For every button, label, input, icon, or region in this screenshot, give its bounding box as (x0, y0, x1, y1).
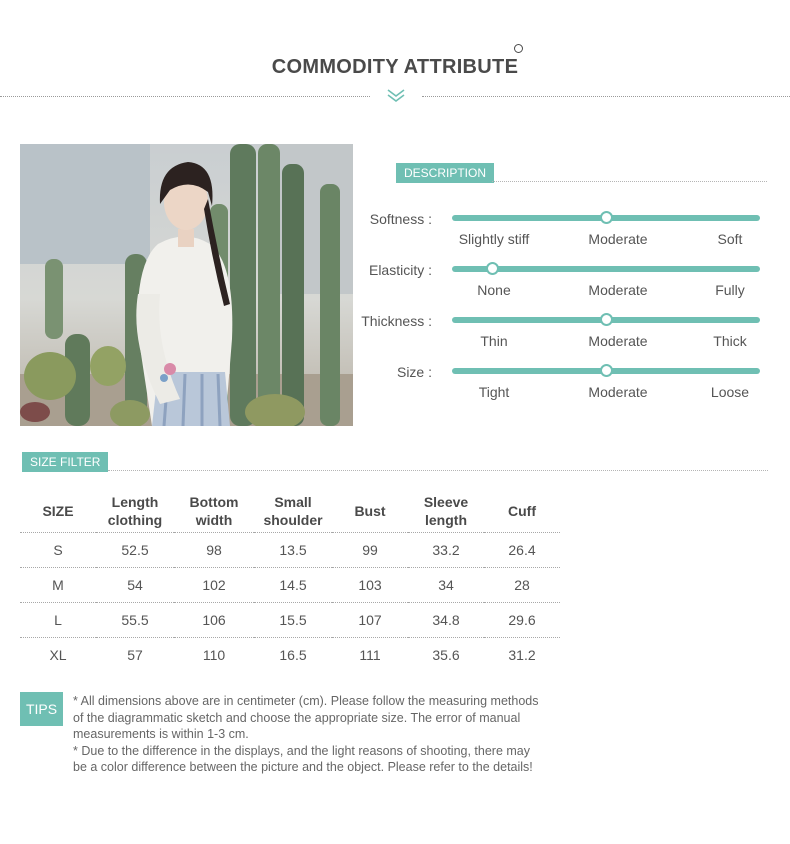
attribute-slider-track (452, 215, 760, 221)
attribute-option: Loose (710, 384, 750, 400)
attribute-slider-track (452, 368, 760, 374)
tips-line: of the diagrammatic sketch and choose the appropriate size. The error of manual (73, 710, 521, 725)
measurement-cell: 15.5 (254, 602, 332, 637)
column-header (332, 490, 408, 532)
table-row (20, 637, 560, 672)
attribute-option: Tight (478, 384, 510, 400)
table-row (20, 602, 560, 637)
attribute-label: Thickness : (361, 313, 432, 329)
column-header-line: width (195, 511, 233, 528)
attribute-option: Moderate (588, 282, 648, 298)
measurement-cell: 13.5 (254, 532, 332, 567)
column-header-line: length (425, 511, 467, 528)
size-cell: XL (49, 646, 67, 663)
measurement-cell: 102 (174, 567, 254, 602)
table-row (20, 567, 560, 602)
measurement-cell: 98 (174, 532, 254, 567)
column-header-line: Length (111, 493, 159, 510)
attribute-slider-knob (600, 313, 613, 326)
column-header-line: clothing (107, 511, 163, 528)
measurement-cell: 26.4 (484, 532, 560, 567)
measurement-cell: 34 (408, 567, 484, 602)
measurement-cell: 34.8 (408, 602, 484, 637)
attribute-option: Moderate (588, 231, 648, 247)
attribute-slider-knob (600, 364, 613, 377)
measurement-cell: 31.2 (508, 646, 536, 663)
size-table (20, 490, 560, 672)
measurement-cell: 54 (96, 567, 174, 602)
column-header-line: Bust (354, 502, 386, 519)
title-circle-ornament (514, 44, 523, 53)
column-header (408, 490, 484, 532)
attribute-option: Fully (715, 282, 745, 298)
attribute-option: Thin (480, 333, 508, 349)
attribute-option: Moderate (588, 384, 648, 400)
attribute-option: Thick (713, 333, 747, 349)
size-cell: L (20, 602, 96, 637)
tips-text (73, 693, 613, 776)
column-header-line: shoulder (263, 511, 323, 528)
measurement-cell: 29.6 (484, 602, 560, 637)
column-header (96, 490, 174, 532)
tips-line: * All dimensions above are in centimeter (cm). Please follow the measuring methods (73, 694, 539, 708)
size-filter-tag: SIZE FILTER (22, 452, 108, 472)
header-divider-left (0, 96, 370, 97)
attribute-option: Slightly stiff (458, 231, 530, 247)
attribute-slider-track (452, 317, 760, 323)
measurement-cell: 106 (174, 602, 254, 637)
measurement-cell: 33.2 (408, 532, 484, 567)
attribute-option: None (477, 282, 511, 298)
column-header (484, 490, 560, 532)
column-header-line: Cuff (508, 502, 536, 519)
size-cell: S (20, 532, 96, 567)
measurement-cell: 16.5 (279, 646, 307, 663)
tips-line: be a color difference between the picture and the object. Please refer to the details! (73, 760, 533, 774)
attribute-slider-knob (486, 262, 499, 275)
size-filter-divider (108, 470, 768, 471)
measurement-cell: 107 (332, 602, 408, 637)
column-header-line: Sleeve (423, 493, 469, 510)
table-row (20, 532, 560, 567)
tips-line: measurements is within 1-3 cm. (73, 727, 249, 741)
attribute-slider-track (452, 266, 760, 272)
measurement-cell: 103 (332, 567, 408, 602)
description-tag: DESCRIPTION (396, 163, 494, 183)
attribute-option: Moderate (588, 333, 648, 349)
attribute-slider-knob (600, 211, 613, 224)
measurement-cell: 57 (127, 646, 143, 663)
column-header (20, 490, 96, 532)
size-table-header (20, 490, 560, 532)
measurement-cell: 110 (202, 646, 226, 663)
measurement-cell: 35.6 (432, 646, 460, 663)
product-photo (20, 144, 353, 426)
tips-tag: TIPS (20, 692, 63, 726)
column-header (174, 490, 254, 532)
description-divider (492, 181, 767, 182)
attribute-option: Soft (717, 231, 743, 247)
measurement-cell: 111 (359, 646, 381, 663)
tips-line: * Due to the difference in the displays, and the light reasons of shooting, there may (73, 743, 530, 758)
column-header-line: Bottom (189, 493, 239, 510)
size-cell: M (20, 567, 96, 602)
measurement-cell: 52.5 (96, 532, 174, 567)
measurement-cell: 55.5 (96, 602, 174, 637)
measurement-cell: 28 (484, 567, 560, 602)
attribute-label: Elasticity : (368, 262, 432, 278)
measurement-cell: 14.5 (254, 567, 332, 602)
page-title: COMMODITY ATTRIBUTE (271, 56, 519, 78)
column-header (254, 490, 332, 532)
column-header-line: SIZE (42, 502, 74, 519)
attribute-label: Softness : (369, 211, 432, 227)
measurement-cell: 99 (332, 532, 408, 567)
column-header-line: Small (274, 493, 312, 510)
header-divider-right (422, 96, 790, 97)
attribute-label: Size : (396, 364, 432, 380)
double-chevron-down-icon (386, 88, 406, 102)
